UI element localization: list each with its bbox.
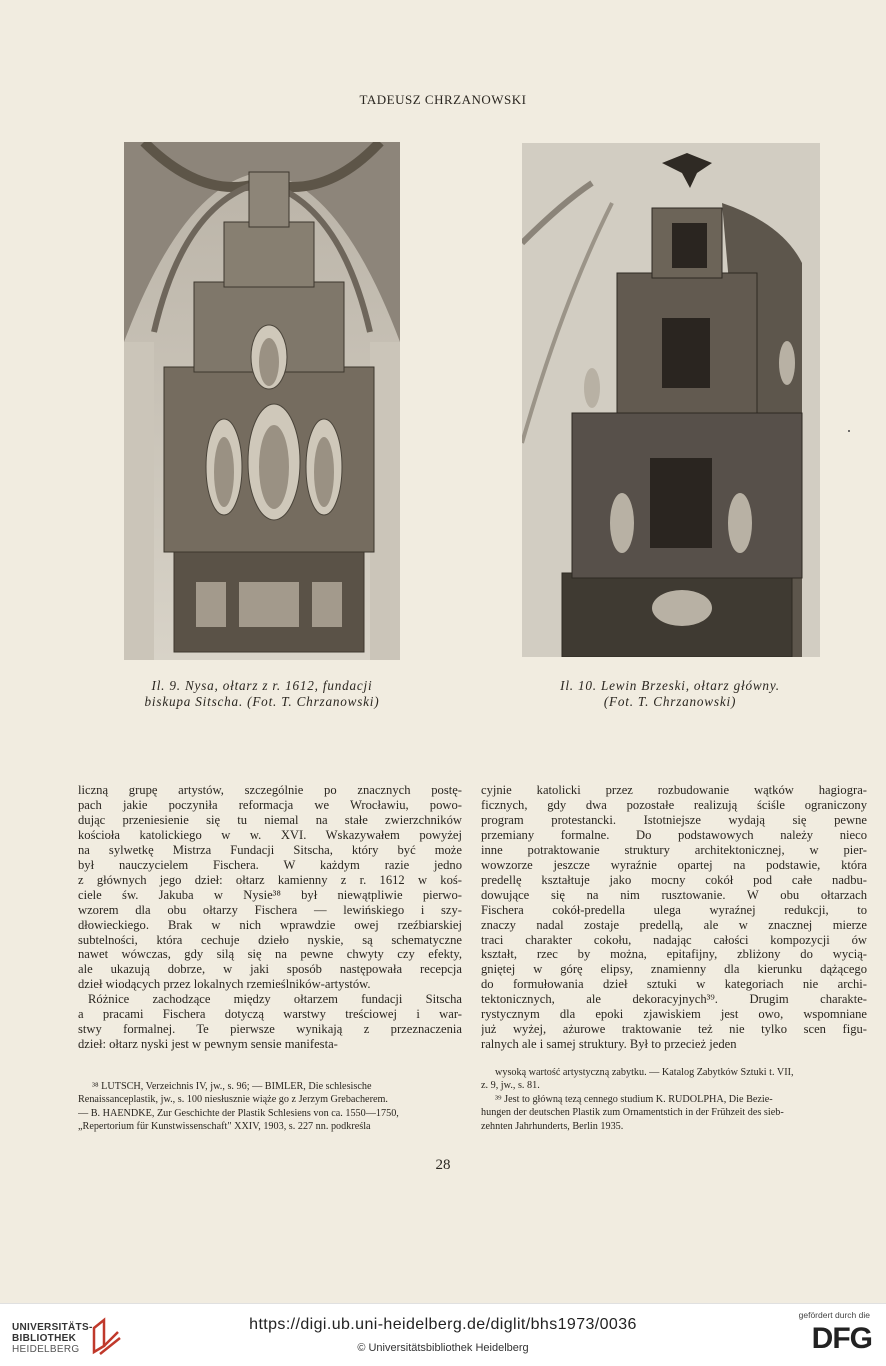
copyright-notice: © Universitätsbibliothek Heidelberg bbox=[357, 1342, 529, 1354]
viewer-footer bbox=[0, 1303, 886, 1366]
text-line: cyjnie katolicki przez rozbudowanie wątków hagiogra- bbox=[481, 783, 867, 797]
speck bbox=[848, 430, 850, 432]
text-line: z głównych jego dzieł: ołtarz kamienny z r. 1612 w koś- bbox=[78, 872, 462, 887]
text-line: traci charakter cokołu, nadając całości kompozycji ów bbox=[481, 932, 867, 947]
text-line: stwy formalnej. Te pierwsze wynikają z przeznaczenia bbox=[78, 1022, 462, 1037]
text-line: Różnice zachodzące między ołtarzem fundacji Sitscha bbox=[88, 992, 462, 1007]
text-line: do formułowania dzieł sztuki w kategoriach nie archi- bbox=[481, 977, 867, 992]
figure-caption-9 bbox=[124, 678, 400, 710]
footnotes-right bbox=[481, 1066, 867, 1133]
footnote-line: ³⁸ LUTSCH, Verzeichnis IV, jw., s. 96; — BIMLER, Die schlesische bbox=[92, 1081, 372, 1092]
text-line: rystycznym dla epoki zjawiskiem jest owo, wspomniane bbox=[481, 1007, 867, 1022]
body-column-right bbox=[481, 783, 867, 1052]
text-line: ciele św. Jakuba w Nysie³⁸ był niewątpliwie pierwo- bbox=[78, 887, 462, 902]
text-line: dzieł: ołtarz nyski jest w pewnym sensie manifesta- bbox=[78, 1037, 338, 1052]
footnote-line: ³⁹ Jest to główną tezą cennego studium K. RUDOLPHA, Die Bezie- bbox=[495, 1093, 773, 1105]
text-line: ale ukazują dobrze, w jaki sposób następowała recepcja bbox=[78, 962, 462, 977]
text-line: gniętej w górę elipsy, znamienny dla kierunku dążącego bbox=[481, 962, 867, 977]
text-line: na sylwetkę Mistrza Fundacji Sitscha, który być może bbox=[78, 842, 462, 857]
footnote-line: Renaissanceplastik, jw., s. 100 niesłusznie wiąże go z Jerzym Grebacherem. bbox=[78, 1094, 388, 1106]
footnotes-left bbox=[78, 1080, 462, 1134]
text-line: a pracami Fischera dotyczą warstwy treściowej i war- bbox=[78, 1007, 462, 1022]
text-line: liczną grupę artystów, szczególnie po znacznych postę- bbox=[78, 783, 462, 797]
text-line: kościoła katolickiego w w. XVI. Wskazywałem powyżej bbox=[78, 827, 462, 842]
logo-line: HEIDELBERG bbox=[12, 1344, 80, 1355]
text-line: ficznych, gdy dwa pozostałe realizują ściśle ograniczony bbox=[481, 797, 867, 812]
text-line: predellę kształtuje jako mocny cokół pod całe nadbu- bbox=[481, 872, 867, 887]
text-line: był nauczycielem Fischera. W każdym razie jedno bbox=[78, 857, 462, 872]
logo-line: UNIVERSITÄTS- bbox=[12, 1322, 93, 1333]
text-line: inne potraktowanie struktury architektonicznej, w pier- bbox=[481, 842, 867, 857]
text-line: już wyżej, ażurowe traktowanie też nie tylko scen figu- bbox=[481, 1022, 867, 1037]
caption-line: Il. 10. Lewin Brzeski, ołtarz główny. bbox=[560, 678, 780, 693]
text-line: ralnych ale i samej struktury. Był to przecież jeden bbox=[481, 1037, 737, 1052]
text-line: wzorem dla obu ołtarzy Fischera — lewińskiego i szy- bbox=[78, 902, 462, 917]
photo-nysa-altar bbox=[124, 142, 400, 660]
text-line: wowzorze jeszcze wyraźnie opartej na podstawie, która bbox=[481, 857, 867, 872]
text-line: dłowieckiego. Brak w nich wprawdzie owej rzeźbiarskiej bbox=[78, 917, 462, 932]
footnote-line: — B. HAENDKE, Zur Geschichte der Plastik Schlesiens von ca. 1550—1750, bbox=[78, 1107, 399, 1119]
text-line: nawet wówczas, gdy silą się na pewne chwyty czy efekty, bbox=[78, 947, 462, 962]
body-column-left bbox=[78, 783, 462, 1052]
dfg-logo[interactable]: DFG bbox=[811, 1322, 872, 1355]
text-line: znaczy nadal zostaje predellą, ale w znacznej mierze bbox=[481, 917, 867, 932]
text-line: tektonicznych, ale dekoracyjnych³⁹. Drugim charakte- bbox=[481, 992, 867, 1007]
footnote-line: zehnten Jahrhunderts, Berlin 1935. bbox=[481, 1120, 624, 1132]
figure-caption-10 bbox=[500, 678, 840, 710]
text-line: Fischera cokół-predella ulega wyraźnej redukcji, to bbox=[481, 902, 867, 917]
text-line: przemiany formalne. Do podstawowych należy nieco bbox=[481, 827, 867, 842]
text-line: kształt, rzec by można, epitafijny, zbliżony do wycią- bbox=[481, 947, 867, 962]
caption-line: (Fot. T. Chrzanowski) bbox=[603, 694, 737, 709]
text-line: subtelności, która cechuje dzieło nyskie, są schematyczne bbox=[78, 932, 462, 947]
permalink-url[interactable]: https://digi.ub.uni-heidelberg.de/diglit/bhs1973/0036 bbox=[249, 1316, 637, 1333]
text-line: pach jakie poczyniła reformacja we Wrocławiu, powo- bbox=[78, 797, 462, 812]
caption-line: Il. 9. Nysa, ołtarz z r. 1612, fundacji bbox=[151, 678, 373, 693]
text-line: dzieł wiodących przez lokalnych rzemieślników-artystów. bbox=[78, 977, 371, 992]
footnote-line: z. 9, jw., s. 81. bbox=[481, 1080, 540, 1092]
caption-line: biskupa Sitscha. (Fot. T. Chrzanowski) bbox=[144, 694, 380, 709]
footnote-line: wysoką wartość artystyczną zabytku. — Katalog Zabytków Sztuki t. VII, bbox=[495, 1067, 794, 1078]
page-number: 28 bbox=[435, 1157, 451, 1173]
funding-note: gefördert durch die bbox=[798, 1310, 870, 1320]
text-line: dując przeniesienie się tu niemal na stałe zwierzchników bbox=[78, 812, 462, 827]
footnote-line: hungen der deutschen Plastik zum Ornamentstich in der Frühzeit des sieb- bbox=[481, 1107, 784, 1119]
text-line: dowujące się na nim rusztowanie. W obu ołtarzach bbox=[481, 887, 867, 902]
photo-lewin-brzeski-altar bbox=[522, 143, 820, 657]
logo-line: BIBLIOTHEK bbox=[12, 1333, 77, 1344]
text-line: program protestancki. Istotniejsze wydają się pewne bbox=[481, 812, 867, 827]
footnote-line: „Repertorium für Kunstwissenschaft" XXIV, 1903, s. 227 nn. podkreśla bbox=[78, 1121, 371, 1133]
running-header: TADEUSZ CHRZANOWSKI bbox=[359, 92, 527, 107]
